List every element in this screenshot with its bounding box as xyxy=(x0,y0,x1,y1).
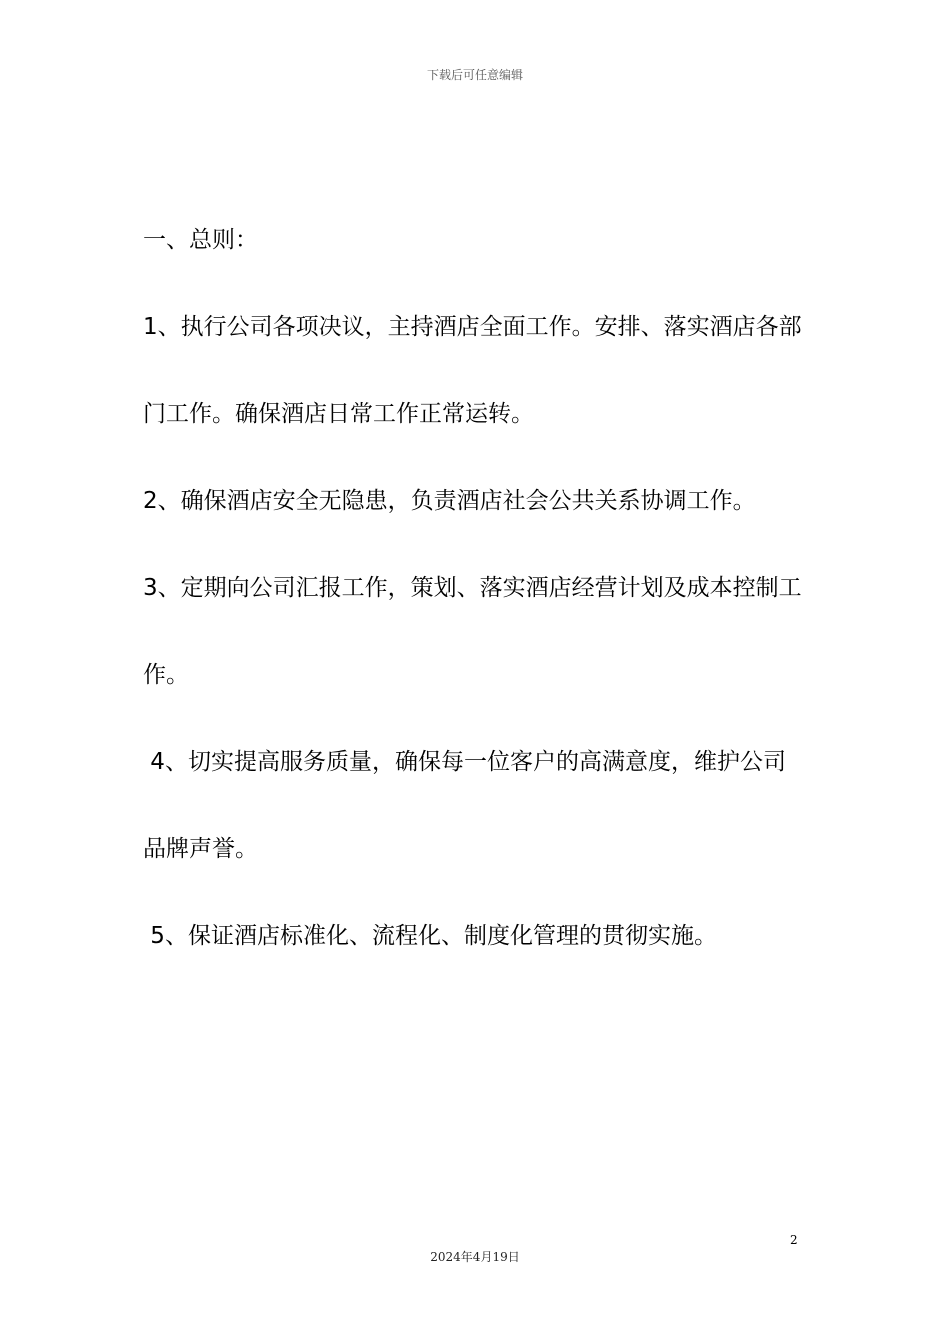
list-item-2-line-1: 2、确保酒店安全无隐患，负责酒店社会公共关系协调工作。 xyxy=(143,488,756,514)
document-body xyxy=(143,218,813,958)
list-item-5 xyxy=(143,914,813,958)
footer-date: 2024年4月19日 xyxy=(430,1250,520,1264)
list-item-3-line-1: 3、定期向公司汇报工作，策划、落实酒店经营计划及成本控制工 xyxy=(143,575,802,601)
section-title: 一、总则： xyxy=(143,227,258,253)
list-item-4-line-1: 4、切实提高服务质量，确保每一位客户的高满意度，维护公司 xyxy=(143,749,786,775)
list-item-4 xyxy=(143,740,813,871)
list-item-5-line-1: 5、保证酒店标准化、流程化、制度化管理的贯彻实施。 xyxy=(143,923,717,949)
list-item-1 xyxy=(143,305,813,436)
list-item-2 xyxy=(143,479,813,523)
list-item-1-line-2: 门工作。确保酒店日常工作正常运转。 xyxy=(143,401,534,427)
list-item-3 xyxy=(143,566,813,697)
list-item-4-line-2: 品牌声誉。 xyxy=(143,836,258,862)
list-item-3-line-2: 作。 xyxy=(143,662,189,688)
list-item-1-line-1: 1、执行公司各项决议，主持酒店全面工作。安排、落实酒店各部 xyxy=(143,314,802,340)
page-header: 下载后可任意编辑 xyxy=(426,68,523,82)
page-number: 2 xyxy=(790,1233,798,1247)
